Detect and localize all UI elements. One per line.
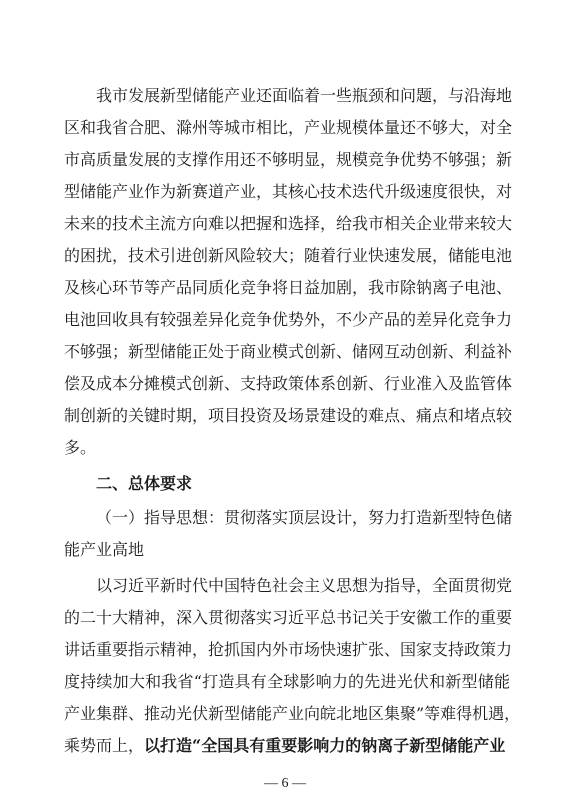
paragraph1-line: 偿及成本分摊模式创新、支持政策体系创新、行业准入及监管体 xyxy=(64,374,513,393)
paragraph1-line: 不够强；新型储能正处于商业模式创新、储网互动创新、利益补 xyxy=(64,342,513,361)
paragraph1-line: 及核心环节等产品同质化竞争将日益加剧，我市除钠离子电池、 xyxy=(64,278,513,297)
paragraph2-line: 以习近平新时代中国特色社会主义思想为指导，全面贯彻党 xyxy=(96,576,513,595)
paragraph2-last-line xyxy=(64,731,510,761)
paragraph1-line: 电池回收具有较强差异化竞争优势外，不少产品的差异化竞争力 xyxy=(64,310,513,329)
paragraph1-line: 制创新的关键时期，项目投资及场景建设的难点、痛点和堵点较 xyxy=(64,406,513,425)
page-number: — 6 — xyxy=(264,776,306,791)
paragraph1-line: 区和我省合肥、滁州等城市相比，产业规模体量还不够大，对全 xyxy=(64,118,513,137)
paragraph1-line: 我市发展新型储能产业还面临着一些瓶颈和问题，与沿海地 xyxy=(96,86,513,105)
paragraph1-line: 型储能产业作为新赛道产业，其核心技术迭代升级速度很快，对 xyxy=(64,182,513,201)
section-heading: 二、总体要求 xyxy=(96,474,193,493)
subsection-heading-line: 能产业高地 xyxy=(64,540,145,559)
paragraph2-line: 产业集群、推动光伏新型储能产业向皖北地区集聚”等难得机遇， xyxy=(64,704,521,723)
paragraph1-line: 的困扰，技术引进创新风险较大；随着行业快速发展，储能电池 xyxy=(64,246,513,265)
paragraph2-text: 乘势而上， xyxy=(64,736,145,755)
paragraph1-line: 市高质量发展的支撑作用还不够明显，规模竞争优势不够强；新 xyxy=(64,150,513,169)
paragraph2-line: 度持续加大和我省“打造具有全球影响力的先进光伏和新型储能 xyxy=(64,672,510,691)
paragraph2-line: 讲话重要指示精神，抢抓国内外市场快速扩张、国家支持政策力 xyxy=(64,640,513,659)
paragraph2-line: 的二十大精神，深入贯彻落实习近平总书记关于安徽工作的重要 xyxy=(64,608,513,627)
paragraph1-line: 多。 xyxy=(64,438,97,457)
paragraph1-line: 未来的技术主流方向难以把握和选择，给我市相关企业带来较大 xyxy=(64,214,513,233)
paragraph2-emphasis: 以打造“全国具有重要影响力的钠离子新型储能产业 xyxy=(144,736,506,755)
subsection-heading-line: （一）指导思想：贯彻落实顶层设计，努力打造新型特色储 xyxy=(96,508,513,527)
